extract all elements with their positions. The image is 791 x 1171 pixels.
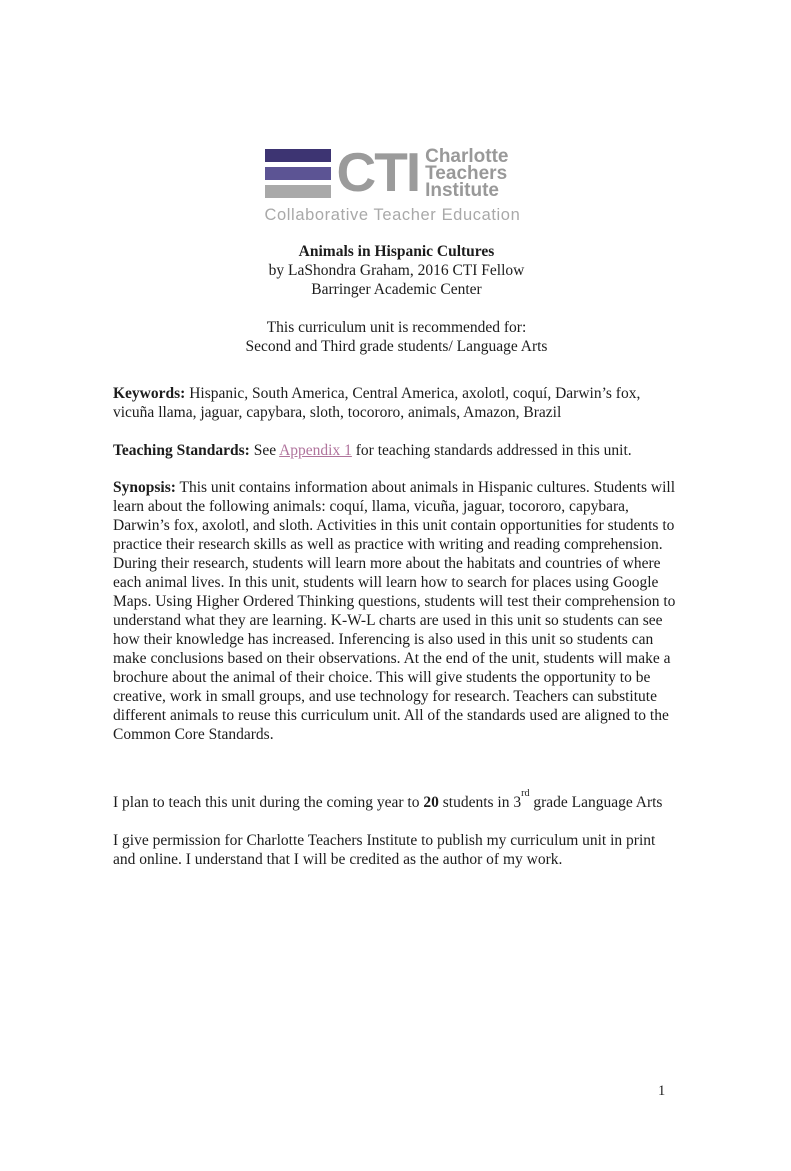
student-count: 20 — [423, 794, 439, 811]
byline: by LaShondra Graham, 2016 CTI Fellow — [268, 262, 525, 279]
permission-paragraph: I give permission for Charlotte Teachers Institute to publish my curriculum unit in print and online. I understand that I will be credited as the author of my work. — [113, 832, 656, 868]
logo-bars-icon — [265, 149, 331, 198]
synopsis-text: This unit contains information about animals in Hispanic cultures. Students will learn about the following animals: coquí, llama, vicuña, jaguar, tocororo, capybara, Darwin’s fox, axolotl, and sloth. Activities in this unit contain opportunities for students to practice their research skills as well as practice with writing and reading comprehension. During their research, students will learn more about the habitats and countries of where each animal lives. In this unit, students will learn how to search for places using Google Maps. Using Higher Ordered Thinking questions, students will test their comprehension to understand what they are learning. K-W-L charts are used in this unit so students can see how their knowledge has increased. Inferencing is also used in this unit so students can make conclusions based on their observations. At the end of the unit, students will make a brochure about the animal of their choice. This will give students the opportunity to be creative, work in small groups, and use technology for research. Teachers can substitute different animals to reuse this curriculum unit. All of the standards used are aligned to the Common Core Standards. — [113, 479, 676, 743]
logo-name-line: Teachers — [425, 163, 508, 184]
logo-name-line: Charlotte — [425, 146, 509, 167]
page-content — [0, 242, 791, 869]
appendix-link[interactable]: Appendix 1 — [279, 442, 352, 459]
title-block — [113, 242, 680, 299]
grade-ordinal: rd — [521, 787, 530, 799]
plan-mid: students in 3 — [438, 794, 522, 811]
logo-bar — [265, 185, 331, 198]
logo-bar — [265, 167, 331, 180]
plan-post: grade Language Arts — [529, 794, 663, 811]
plan-pre: I plan to teach this unit during the coming year to — [113, 794, 424, 811]
keywords-paragraph — [113, 384, 680, 422]
recommended-for-line: This curriculum unit is recommended for: — [266, 319, 527, 336]
school-name: Barringer Academic Center — [311, 281, 482, 298]
plan-paragraph — [113, 787, 680, 812]
logo-name-line: Institute — [425, 180, 499, 201]
synopsis-label: Synopsis: — [113, 479, 176, 496]
teaching-standards-pre: See — [249, 442, 280, 459]
teaching-standards-label: Teaching Standards: — [113, 442, 250, 459]
audience-line: Second and Third grade students/ Language Arts — [245, 338, 548, 355]
cti-logo — [264, 141, 527, 225]
page-title: Animals in Hispanic Cultures — [298, 243, 495, 260]
document-page — [0, 141, 791, 1099]
teaching-standards-post: for teaching standards addressed in this unit. — [351, 442, 632, 459]
keywords-label: Keywords: — [113, 385, 186, 402]
page-number: 1 — [658, 1083, 666, 1099]
logo-tagline: Collaborative Teacher Education — [264, 206, 521, 224]
recommendation-block — [113, 318, 680, 356]
logo-name — [425, 148, 508, 199]
logo-acronym: CTI — [336, 141, 420, 203]
cti-logo-row — [265, 141, 527, 203]
keywords-text: Hispanic, South America, Central America, axolotl, coquí, Darwin’s fox, vicuña llama, jaguar, capybara, sloth, tocororo, animals, Amazon, Brazil — [113, 385, 641, 421]
teaching-standards-paragraph — [113, 441, 680, 460]
logo-bar — [265, 149, 331, 162]
synopsis-paragraph — [113, 478, 680, 744]
